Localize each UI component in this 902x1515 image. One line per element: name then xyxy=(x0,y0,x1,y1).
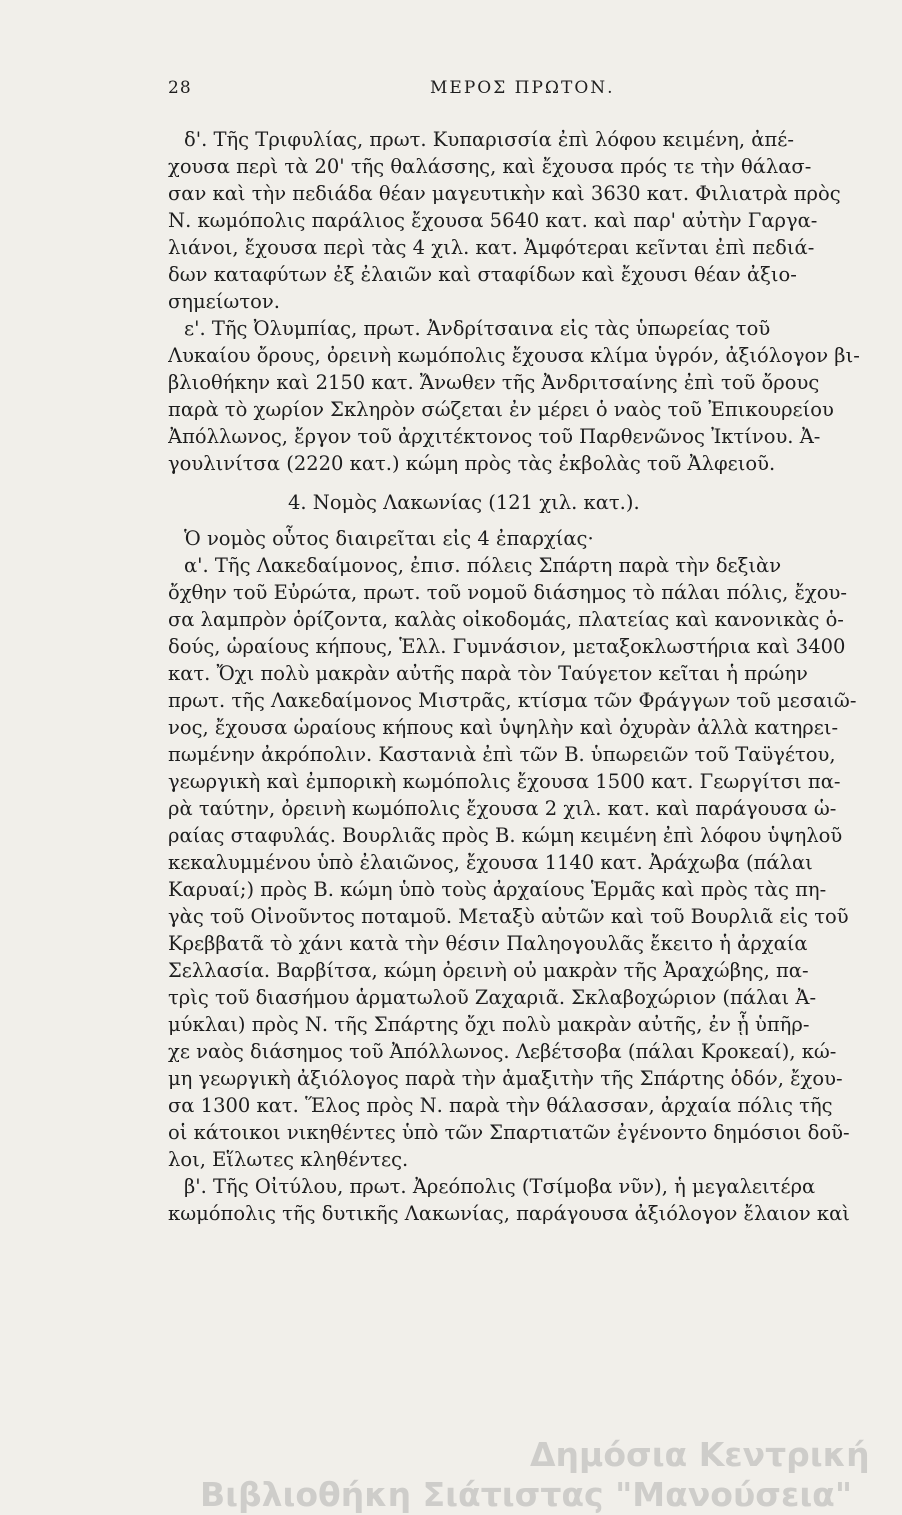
text-line: ραίας σταφυλάς. Βουρλιᾶς πρὸς Β. κώμη κειμένη ἐπὶ λόφου ὑψηλοῦ xyxy=(168,824,843,847)
text-line: πρωτ. τῆς Λακεδαίμονος Μιστρᾶς, κτίσμα τῶν Φράγγων τοῦ μεσαιῶ- xyxy=(168,689,857,712)
text-line: Λυκαίου ὄρους, ὀρεινὴ κωμόπολις ἔχουσα κλίμα ὑγρόν, ἀξιόλογον βι- xyxy=(168,344,860,367)
text-line: πωμένην ἀκρόπολιν. Καστανιὰ ἐπὶ τῶν Β. ὑπωρειῶν τοῦ Ταϋγέτου, xyxy=(168,743,836,766)
text-line: χε ναὸς διάσημος τοῦ Ἀπόλλωνος. Λεβέτσοβα (πάλαι Κροκεαί), κώ- xyxy=(168,1040,837,1063)
text-line: βλιοθήκην καὶ 2150 κατ. Ἄνωθεν τῆς Ἀνδριτσαίνης ἐπὶ τοῦ ὄρους xyxy=(168,371,820,394)
watermark-line-2: Βιβλιοθήκη Σιάτιστας "Μανούσεια" xyxy=(200,1475,853,1514)
text-line: β'. Τῆς Οἰτύλου, πρωτ. Ἀρεόπολις (Τσίμοβα νῦν), ἡ μεγαλειτέρα xyxy=(184,1175,816,1198)
section-heading: 4. Νομὸς Λακωνίας (121 χιλ. κατ.). xyxy=(288,491,640,514)
section-title: ΜΕΡΟΣ ΠΡΩΤΟΝ. xyxy=(430,78,615,98)
text-line: δ'. Τῆς Τριφυλίας, πρωτ. Κυπαρισσία ἐπὶ λόφου κειμένη, ἀπέ- xyxy=(184,128,794,151)
text-line: μη γεωργικὴ ἀξιόλογος παρὰ τὴν ἁμαξιτὴν τῆς Σπάρτης ὁδόν, ἔχου- xyxy=(168,1067,843,1090)
running-head xyxy=(168,78,768,108)
text-line: κατ. Ὄχι πολὺ μακρὰν αὐτῆς παρὰ τὸν Ταύγετον κεῖται ἡ πρώην xyxy=(168,662,808,685)
text-line: α'. Τῆς Λακεδαίμονος, ἐπισ. πόλεις Σπάρτη παρὰ τὴν δεξιὰν xyxy=(184,554,782,577)
text-line: ρὰ ταύτην, ὀρεινὴ κωμόπολις ἔχουσα 2 χιλ. κατ. καὶ παράγουσα ὡ- xyxy=(168,797,837,820)
text-line: νος, ἔχουσα ὡραίους κήπους καὶ ὑψηλὴν καὶ ὀχυρὰν ἀλλὰ κατηρει- xyxy=(168,716,839,739)
text-line: Ὁ νομὸς οὗτος διαιρεῖται εἰς 4 ἐπαρχίας· xyxy=(184,527,594,550)
text-line: τρὶς τοῦ διασήμου ἁρματωλοῦ Ζαχαριᾶ. Σκλαβοχώριον (πάλαι Ἀ- xyxy=(168,986,817,1009)
text-line: γεωργικὴ καὶ ἐμπορικὴ κωμόπολις ἔχουσα 1500 κατ. Γεωργίτσι πα- xyxy=(168,770,841,793)
text-line: σαν καὶ τὴν πεδιάδα θέαν μαγευτικὴν καὶ 3630 κατ. Φιλιατρὰ πρὸς xyxy=(168,182,841,205)
text-line: Ν. κωμόπολις παράλιος ἔχουσα 5640 κατ. καὶ παρ' αὐτὴν Γαργα- xyxy=(168,209,818,232)
text-line: κεκαλυμμένου ὑπὸ ἐλαιῶνος, ἔχουσα 1140 κατ. Ἀράχωβα (πάλαι xyxy=(168,851,813,874)
text-line: Καρυαί;) πρὸς Β. κώμη ὑπὸ τοὺς ἀρχαίους Ἑρμᾶς καὶ πρὸς τὰς πη- xyxy=(168,878,827,901)
text-line: σα λαμπρὸν ὁρίζοντα, καλὰς οἰκοδομάς, πλατείας καὶ κανονικὰς ὁ- xyxy=(168,608,844,631)
text-line: ε'. Τῆς Ὀλυμπίας, πρωτ. Ἀνδρίτσαινα εἰς τὰς ὑπωρείας τοῦ xyxy=(184,317,771,340)
page-number: 28 xyxy=(168,78,192,98)
text-line: Σελλασία. Βαρβίτσα, κώμη ὀρεινὴ οὐ μακρὰν τῆς Ἀραχώβης, πα- xyxy=(168,959,809,982)
watermark-line-1: Δημόσια Κεντρική xyxy=(530,1435,870,1474)
text-line: δων καταφύτων ἐξ ἐλαιῶν καὶ σταφίδων καὶ ἔχουσι θέαν ἀξιο- xyxy=(168,263,797,286)
text-line: Ἀπόλλωνος, ἔργον τοῦ ἀρχιτέκτονος τοῦ Παρθενῶνος Ἰκτίνου. Ἀ- xyxy=(168,425,821,448)
text-line: ὄχθην τοῦ Εὐρώτα, πρωτ. τοῦ νομοῦ διάσημος τὸ πάλαι πόλις, ἔχου- xyxy=(168,581,847,604)
text-line: κωμόπολις τῆς δυτικῆς Λακωνίας, παράγουσα ἀξιόλογον ἔλαιον καὶ xyxy=(168,1202,850,1225)
text-line: λοι, Εἵλωτες κληθέντες. xyxy=(168,1148,409,1171)
text-line: οἱ κάτοικοι νικηθέντες ὑπὸ τῶν Σπαρτιατῶν ἐγένοντο δημόσιοι δοῦ- xyxy=(168,1121,850,1144)
body-text xyxy=(168,126,860,1227)
text-line: λιάνοι, ἔχουσα περὶ τὰς 4 χιλ. κατ. Ἀμφότεραι κεῖνται ἐπὶ πεδιά- xyxy=(168,236,815,259)
text-line: παρὰ τὸ χωρίον Σκληρὸν σώζεται ἐν μέρει ὁ ναὸς τοῦ Ἐπικουρείου xyxy=(168,398,834,421)
text-line: μύκλαι) πρὸς Ν. τῆς Σπάρτης ὄχι πολὺ μακρὰν αὐτῆς, ἐν ᾗ ὑπῆρ- xyxy=(168,1013,810,1036)
text-line: σημείωτον. xyxy=(168,290,280,313)
text-line: Κρεββατᾶ τὸ χάνι κατὰ τὴν θέσιν Παληογουλᾶς ἔκειτο ἡ ἀρχαία xyxy=(168,932,808,955)
text-line: γὰς τοῦ Οἰνοῦντος ποταμοῦ. Μεταξὺ αὐτῶν καὶ τοῦ Βουρλιᾶ εἰς τοῦ xyxy=(168,905,849,928)
library-watermark xyxy=(200,1435,890,1515)
text-line: χουσα περὶ τὰ 20' τῆς θαλάσσης, καὶ ἔχουσα πρός τε τὴν θάλασ- xyxy=(168,155,812,178)
text-line: γουλινίτσα (2220 κατ.) κώμη πρὸς τὰς ἐκβολὰς τοῦ Ἀλφειοῦ. xyxy=(168,452,776,475)
text-line: σα 1300 κατ. Ἕλος πρὸς Ν. παρὰ τὴν θάλασσαν, ἀρχαία πόλις τῆς xyxy=(168,1094,833,1117)
text-line: δούς, ὡραίους κήπους, Ἑλλ. Γυμνάσιον, μεταξοκλωστήρια καὶ 3400 xyxy=(168,635,846,658)
